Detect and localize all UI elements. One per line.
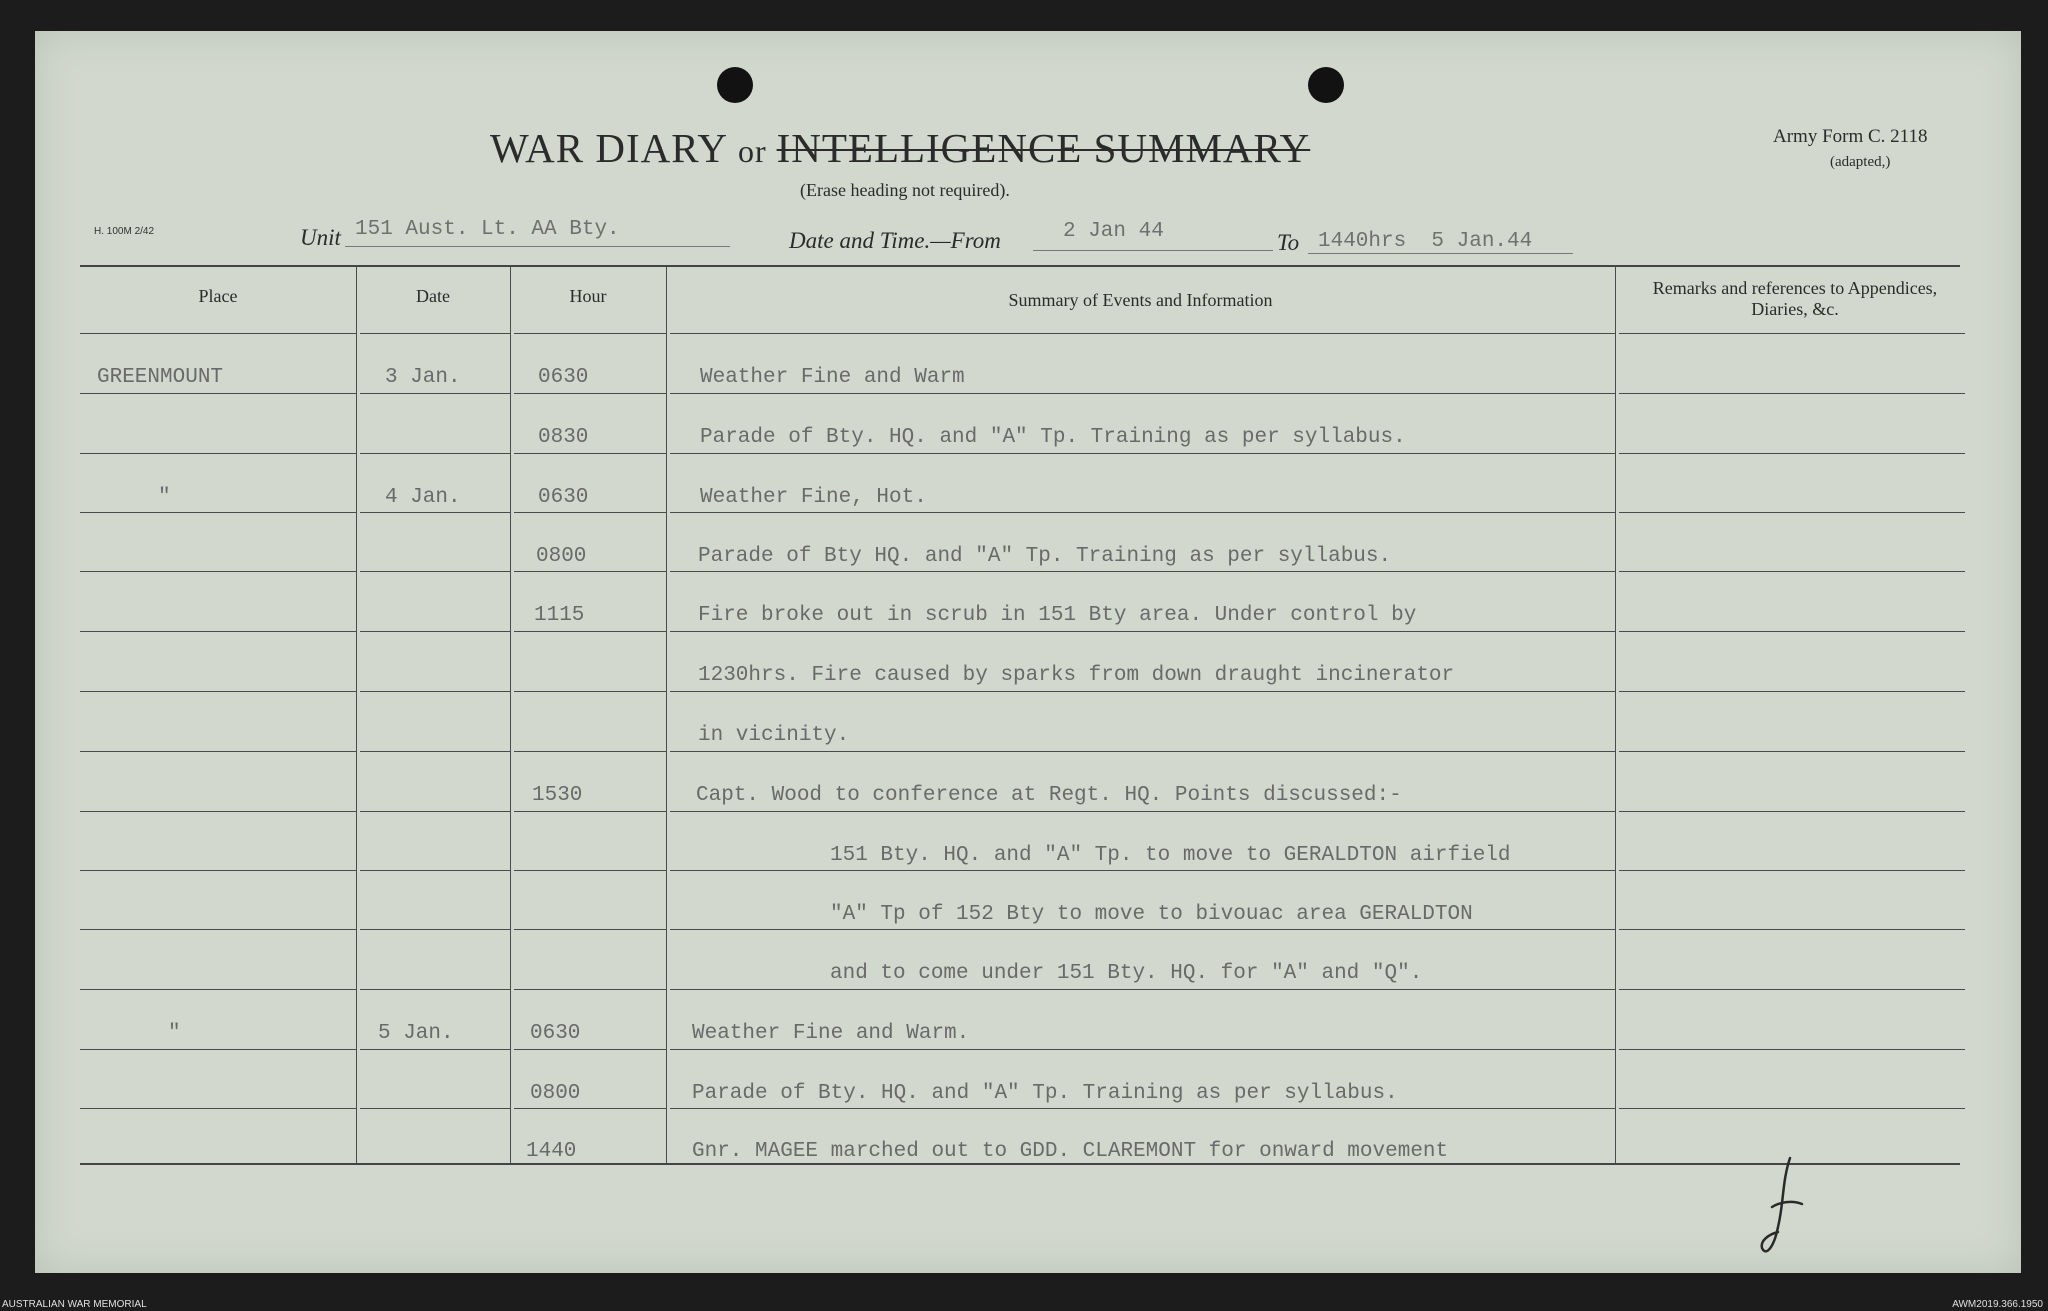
row-rule (80, 751, 356, 752)
row-rule (514, 929, 666, 930)
row-rule (514, 512, 666, 513)
row-rule (1619, 393, 1965, 394)
summary-cell: Weather Fine and Warm. (692, 1022, 970, 1045)
row-rule (1619, 929, 1965, 930)
date-cell: 3 Jan. (385, 366, 461, 389)
row-rule (670, 929, 1615, 930)
row-rule (80, 870, 356, 871)
hour-cell: 1115 (534, 604, 585, 627)
row-rule (1619, 453, 1965, 454)
row-rule (1619, 631, 1965, 632)
row-rule (360, 512, 510, 513)
row-rule (360, 631, 510, 632)
unit-value: 151 Aust. Lt. AA Bty. (355, 218, 620, 241)
summary-cell: Parade of Bty. HQ. and "A" Tp. Training as per syllabus. (692, 1082, 1398, 1105)
summary-cell: Capt. Wood to conference at Regt. HQ. Points discussed:- (696, 784, 1402, 807)
date-cell: 4 Jan. (385, 486, 461, 509)
date-cell: 5 Jan. (378, 1022, 454, 1045)
punch-hole (1308, 67, 1344, 103)
row-rule (1619, 989, 1965, 990)
hour-cell: 0630 (538, 486, 589, 509)
row-rule (1619, 333, 1965, 334)
row-rule (360, 929, 510, 930)
row-rule (670, 453, 1615, 454)
col-divider (666, 265, 667, 1163)
row-rule (80, 631, 356, 632)
row-rule (1619, 1049, 1965, 1050)
summary-cell: Parade of Bty HQ. and "A" Tp. Training as per syllabus. (698, 545, 1392, 568)
hour-cell: 0800 (536, 545, 587, 568)
row-rule (1619, 811, 1965, 812)
hour-cell: 1530 (532, 784, 583, 807)
hour-cell: 0800 (530, 1082, 581, 1105)
row-rule (670, 631, 1615, 632)
handwritten-initial (1758, 1152, 1808, 1262)
row-rule (80, 333, 356, 334)
row-rule (514, 811, 666, 812)
row-rule (80, 512, 356, 513)
hour-cell: 1440 (526, 1140, 577, 1163)
row-rule (1619, 870, 1965, 871)
row-rule (670, 393, 1615, 394)
row-rule (514, 870, 666, 871)
summary-cell: Gnr. MAGEE marched out to GDD. CLAREMONT for onward movement (692, 1140, 1449, 1163)
row-rule (80, 811, 356, 812)
col-header-date: Date (416, 286, 450, 306)
col-header-hour: Hour (569, 286, 607, 306)
col-header-summary: Summary of Events and Information (1008, 290, 1273, 310)
place-cell: " (158, 486, 171, 509)
summary-cell: and to come under 151 Bty. HQ. for "A" and "Q". (830, 962, 1423, 985)
row-rule (360, 751, 510, 752)
date-from-value: 2 Jan 44 (1063, 220, 1164, 243)
row-rule (670, 333, 1615, 334)
date-to-underline (1308, 253, 1573, 254)
place-cell: GREENMOUNT (97, 366, 224, 389)
row-rule (80, 453, 356, 454)
row-rule (514, 691, 666, 692)
row-rule (360, 1049, 510, 1050)
row-rule (80, 929, 356, 930)
row-rule (360, 989, 510, 990)
row-rule (670, 571, 1615, 572)
table-top-rule (80, 265, 1960, 267)
row-rule (670, 512, 1615, 513)
army-form-label: Army Form C. 2118 (1773, 126, 1928, 147)
col-divider (356, 265, 357, 1163)
row-rule (1619, 751, 1965, 752)
unit-underline (345, 246, 730, 247)
row-rule (1619, 1108, 1965, 1109)
row-rule (514, 631, 666, 632)
row-rule (514, 571, 666, 572)
summary-cell: "A" Tp of 152 Bty to move to bivouac area GERALDTON (830, 903, 1473, 926)
row-rule (670, 1049, 1615, 1050)
footer-left: AUSTRALIAN WAR MEMORIAL (2, 1299, 147, 1310)
row-rule (670, 811, 1615, 812)
col-header-place: Place (198, 286, 238, 306)
footer-right: AWM2019.366.1950 (1952, 1299, 2043, 1310)
row-rule (670, 870, 1615, 871)
date-to-value: 1440hrs 5 Jan.44 (1318, 230, 1533, 253)
row-rule (360, 870, 510, 871)
row-rule (360, 691, 510, 692)
row-rule (670, 691, 1615, 692)
summary-cell: 151 Bty. HQ. and "A" Tp. to move to GERALDTON airfield (830, 844, 1511, 867)
summary-cell: in vicinity. (698, 724, 850, 747)
col-divider (510, 265, 511, 1163)
row-rule (80, 1108, 356, 1109)
row-rule (360, 571, 510, 572)
hour-cell: 0630 (538, 366, 589, 389)
row-rule (80, 393, 356, 394)
hour-cell: 0830 (538, 426, 589, 449)
summary-cell: Fire broke out in scrub in 151 Bty area. Under control by (698, 604, 1417, 627)
summary-cell: Parade of Bty. HQ. and "A" Tp. Training as per syllabus. (700, 426, 1406, 449)
page-title: WAR DIARY or INTELLIGENCE SUMMARY (490, 125, 1311, 171)
erase-note: (Erase heading not required). (800, 180, 1010, 200)
summary-cell: 1230hrs. Fire caused by sparks from down draught incinerator (698, 664, 1455, 687)
row-rule (514, 393, 666, 394)
place-cell: " (168, 1022, 181, 1045)
row-rule (670, 751, 1615, 752)
row-rule (514, 453, 666, 454)
row-rule (360, 453, 510, 454)
adapted-label: (adapted,) (1830, 154, 1891, 170)
row-rule (514, 1049, 666, 1050)
row-rule (670, 1108, 1615, 1109)
summary-cell: Weather Fine, Hot. (700, 486, 927, 509)
form-code: H. 100M 2/42 (94, 226, 155, 237)
row-rule (1619, 512, 1965, 513)
summary-cell: Weather Fine and Warm (700, 366, 965, 389)
unit-label: Unit (300, 225, 341, 250)
row-rule (514, 751, 666, 752)
date-from-underline (1033, 250, 1273, 251)
row-rule (360, 811, 510, 812)
col-divider (1615, 265, 1616, 1163)
row-rule (80, 691, 356, 692)
row-rule (514, 333, 666, 334)
row-rule (1619, 691, 1965, 692)
col-header-remarks: Remarks and references to Appendices, Diaries, &c. (1652, 278, 1938, 319)
row-rule (670, 989, 1615, 990)
row-rule (360, 333, 510, 334)
punch-hole (717, 67, 753, 103)
row-rule (80, 1049, 356, 1050)
row-rule (80, 571, 356, 572)
date-from-label: Date and Time.—From (789, 228, 1001, 253)
row-rule (514, 1108, 666, 1109)
struck-heading: INTELLIGENCE SUMMARY (776, 125, 1311, 171)
row-rule (1619, 571, 1965, 572)
date-to-label: To (1277, 230, 1300, 255)
row-rule (360, 1108, 510, 1109)
row-rule (80, 989, 356, 990)
table-bottom-rule (80, 1163, 1960, 1165)
row-rule (514, 989, 666, 990)
row-rule (360, 393, 510, 394)
hour-cell: 0630 (530, 1022, 581, 1045)
